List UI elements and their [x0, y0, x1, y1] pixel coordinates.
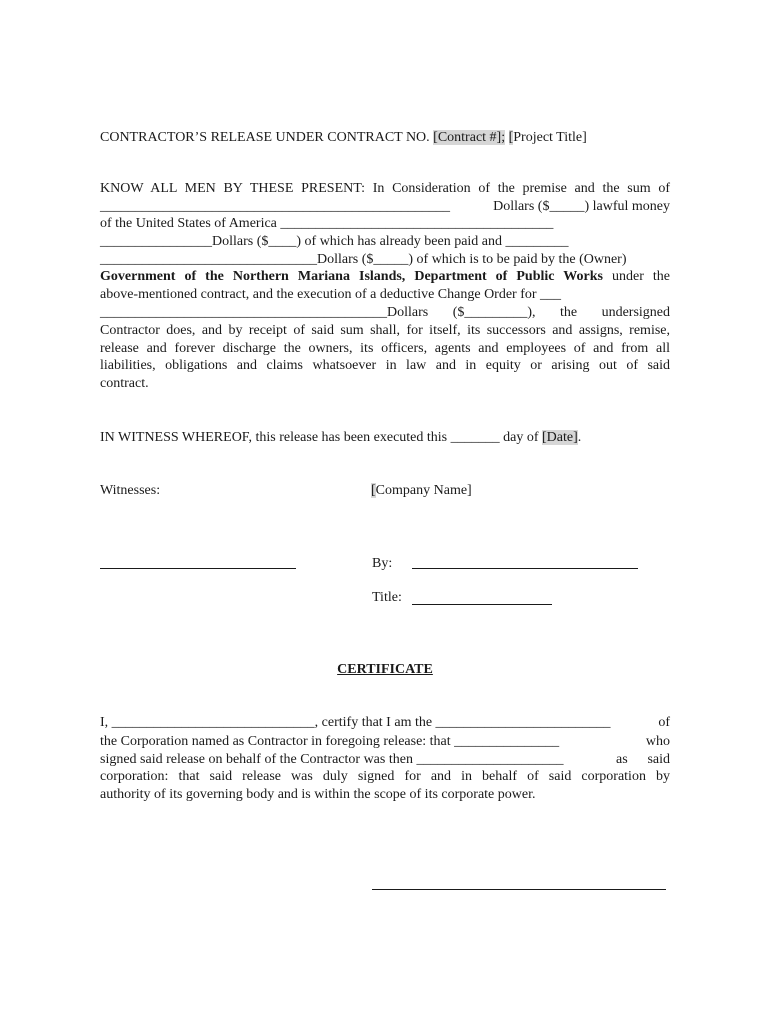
certify-text: I, _____________________________, certify that I am the _________________________ [100, 715, 611, 730]
release-line-5 [100, 251, 670, 269]
release-line-8 [100, 304, 670, 322]
lawful-money-text: Dollars ($_____) lawful money [493, 199, 670, 214]
paid-amount-blank: ________________ [100, 234, 212, 249]
under-the-text: under the [611, 269, 670, 284]
title-separator: ; [501, 130, 506, 145]
contract-number-field[interactable]: [Contract #] [433, 130, 502, 145]
certificate-line-2 [100, 733, 670, 751]
release-line-10: release and forever discharge the owners, its officers, agents and employees of and from all [100, 341, 670, 356]
certificate-signature-line [372, 889, 666, 890]
title-text: CONTRACTOR’S RELEASE UNDER CONTRACT NO. [100, 130, 430, 145]
release-line-1: KNOW ALL MEN BY THESE PRESENT: In Consideration of the premise and the sum of [100, 181, 670, 196]
certificate-heading: CERTIFICATE [337, 662, 433, 677]
company-name-field[interactable]: Company Name] [375, 483, 472, 498]
owner-name: Government of the Northern Mariana Islands, Department of Public Works [100, 269, 603, 284]
certificate-line-3 [100, 751, 670, 769]
certificate-line-4: corporation: that said release was duly signed for and in behalf of said corporation by [100, 769, 670, 784]
release-line-4 [100, 233, 670, 251]
to-be-paid-blank: _______________________________ [100, 252, 317, 267]
company-bracket: [ [371, 483, 376, 498]
witness-statement [100, 429, 670, 447]
by-label: By: [372, 556, 393, 571]
certificate-line-1 [100, 714, 670, 732]
document-title [100, 129, 670, 147]
date-field[interactable]: [Date] [542, 430, 578, 445]
project-bracket: [ [508, 130, 514, 145]
to-be-paid-text: Dollars ($_____) of which is to be paid by the (Owner) [317, 252, 627, 267]
title-signature-line [412, 604, 552, 605]
witnesses-label: Witnesses: [100, 483, 161, 498]
release-line-12: contract. [100, 376, 149, 391]
signed-text: signed said release on behalf of the Contractor was then _____________________ [100, 752, 564, 767]
certify-of-text: of [658, 715, 670, 730]
witness-text: IN WITNESS WHEREOF, this release has been executed this _______ day of [100, 430, 539, 445]
release-line-7: above-mentioned contract, and the execution of a deductive Change Order for ___ [100, 287, 562, 302]
witness-signature-line [100, 568, 296, 569]
amount-words-blank: __________________________________________________ [100, 199, 450, 214]
release-line-11: liabilities, obligations and claims whatsoever in law and in equity or arising out of said [100, 358, 670, 373]
release-line-6 [100, 268, 670, 286]
as-text: as [616, 752, 628, 767]
undersigned-text: Dollars ($_________), the undersigned [387, 305, 670, 320]
united-states-text: of the United States of America [100, 216, 277, 231]
who-text: who [645, 734, 670, 749]
by-signature-line [412, 568, 638, 569]
certificate-line-5: authority of its governing body and is within the scope of its corporate power. [100, 787, 536, 802]
company-name [371, 482, 472, 500]
release-line-3 [100, 215, 670, 233]
release-line-3-blank: _______________________________________ [280, 216, 554, 231]
release-line-2 [100, 198, 670, 216]
witness-period: . [577, 430, 582, 445]
project-title-field[interactable]: Project Title] [513, 130, 587, 145]
change-order-blank: _________________________________________ [100, 305, 387, 320]
already-paid-text: Dollars ($____) of which has already been paid and _________ [212, 234, 569, 249]
corporation-text: the Corporation named as Contractor in foregoing release: that _______________ [100, 734, 560, 749]
release-line-9: Contractor does, and by receipt of said sum shall, for itself, its successors and assigns, remise, [100, 323, 670, 338]
title-label: Title: [372, 590, 402, 605]
said-text: said [647, 752, 670, 767]
